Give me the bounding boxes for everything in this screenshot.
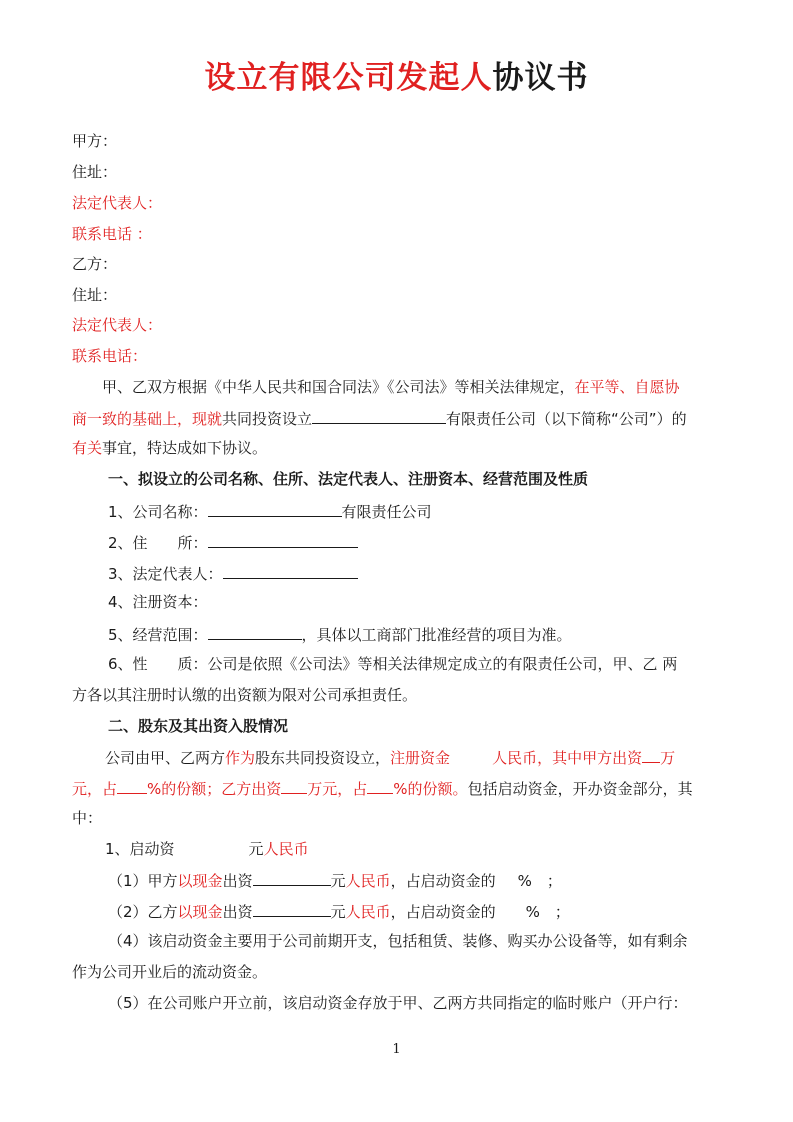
- a1-yuan: 元: [330, 872, 346, 890]
- cap-p2-b: %的份额；乙方出资: [147, 780, 282, 798]
- cap-p1-a: 公司由甲、乙两方: [105, 749, 226, 767]
- intro-line-2: [72, 407, 687, 429]
- intro-l2-a: 商一致的基础上，现就: [72, 410, 223, 428]
- nature-line-1: 6、性 质：公司是依照《公司法》等相关法律规定成立的有限责任公司，甲、乙 两: [108, 655, 678, 673]
- address-field[interactable]: [208, 531, 358, 548]
- party-a-share-blank[interactable]: [117, 777, 147, 794]
- usage-line-1: （4）该启动资金主要用于公司前期开支，包括租赁、装修、购买办公设备等，如有剩余: [108, 932, 688, 950]
- scope-row: [108, 623, 572, 645]
- party-b-share-blank[interactable]: [367, 777, 393, 794]
- party-a-label: 甲方：: [72, 132, 118, 150]
- party-a-contribution-row: [108, 869, 562, 891]
- start-fund-label: 1、启动资: [105, 840, 175, 858]
- usage-line-2: 作为公司开业后的流动资金。: [72, 963, 268, 981]
- a1-rmb: 人民币: [345, 872, 391, 890]
- cap-p2-c: 万元，占: [307, 780, 368, 798]
- party-a-rep: 法定代表人：: [72, 194, 163, 212]
- cap-p2-a: 元，占: [72, 780, 118, 798]
- b2-cash: 以现金: [177, 903, 223, 921]
- cap-p1-c: 股东共同投资设立，: [255, 749, 391, 767]
- rep-label: 3、法定代表人：: [108, 565, 223, 583]
- scope-suffix: ，具体以工商部门批准经营的项目为准。: [301, 626, 572, 644]
- capital-para-line-2: [72, 777, 693, 799]
- company-name-field[interactable]: [208, 500, 342, 517]
- title-black-part: 协议书: [492, 60, 589, 96]
- company-name-blank[interactable]: [312, 407, 446, 424]
- cap-p1-b: 作为: [225, 749, 256, 767]
- intro-line-3: [72, 438, 267, 458]
- a1-prefix: （1）甲方: [108, 872, 178, 890]
- b2-pct: % ；: [525, 903, 570, 921]
- b2-mid: 出资: [222, 903, 253, 921]
- capital-row: [108, 592, 208, 612]
- b2-yuan: 元: [330, 903, 346, 921]
- intro-l3-a: 有关: [72, 439, 103, 457]
- company-name-suffix: 有限责任公司: [341, 503, 432, 521]
- nature-line-2: 方各以其注册时认缴的出资额为限对公司承担责任。: [72, 686, 418, 704]
- a1-tail: ，占启动资金的: [390, 872, 496, 890]
- party-a-address: 住址：: [72, 163, 118, 181]
- rep-field[interactable]: [223, 562, 358, 579]
- intro-l1-a: 甲、乙双方根据《中华人民共和国合同法》《公司法》等相关法律规定，: [102, 378, 575, 396]
- intro-l3-b: 事宜，特达成如下协议。: [102, 439, 268, 457]
- party-b-phone: 联系电话：: [72, 347, 148, 365]
- account-line-1: （5）在公司账户开立前，该启动资金存放于甲、乙两方共同指定的临时账户（开户行：: [108, 994, 688, 1012]
- start-fund-row: [105, 839, 309, 859]
- address-row: [108, 531, 358, 553]
- party-b-capital-blank[interactable]: [281, 777, 307, 794]
- party-b-address: 住址：: [72, 286, 118, 304]
- cap-p2-e: 包括启动资金，开办资金部分，其: [467, 780, 693, 798]
- party-b-rep: 法定代表人：: [72, 316, 163, 334]
- cap-p1-f: 万: [660, 749, 676, 767]
- b2-prefix: （2）乙方: [108, 903, 178, 921]
- a1-cash: 以现金: [177, 872, 223, 890]
- intro-l2-b: 共同投资设立: [222, 410, 313, 428]
- capital-para-line-3: 中：: [72, 809, 103, 827]
- cap-p2-d: %的份额。: [393, 780, 468, 798]
- page-number: 1: [392, 1042, 401, 1057]
- b2-rmb: 人民币: [345, 903, 391, 921]
- section-2-heading: 二、股东及其出资入股情况: [108, 717, 289, 735]
- a1-amount-field[interactable]: [253, 869, 331, 886]
- b2-tail: ，占启动资金的: [390, 903, 496, 921]
- section-1-heading: 一、拟设立的公司名称、住所、法定代表人、注册资本、经营范围及性质: [108, 470, 589, 488]
- a1-mid: 出资: [222, 872, 253, 890]
- party-a-capital-blank[interactable]: [642, 746, 660, 763]
- party-b-label: 乙方：: [72, 255, 118, 273]
- a1-pct: % ；: [517, 872, 562, 890]
- intro-l2-c: 有限责任公司（以下简称“公司”）的: [446, 410, 687, 428]
- start-fund-yuan: 元: [248, 840, 264, 858]
- cap-p1-d: 注册资金: [390, 749, 451, 767]
- capital-para-line-1: [105, 746, 675, 768]
- address-label: 2、住 所：: [108, 534, 208, 552]
- company-name-row: [108, 500, 432, 522]
- cap-p1-e: 人民币，其中甲方出资: [492, 749, 643, 767]
- rep-row: [108, 562, 358, 584]
- intro-line-1: [102, 377, 680, 397]
- start-fund-rmb: 人民币: [263, 840, 309, 858]
- title-red-part: 设立有限公司发起人: [204, 60, 493, 96]
- party-b-contribution-row: [108, 900, 570, 922]
- b2-amount-field[interactable]: [253, 900, 331, 917]
- intro-l1-b: 在平等、自愿协: [574, 378, 680, 396]
- capital-label: 4、注册资本：: [108, 593, 208, 611]
- company-name-label: 1、公司名称：: [108, 503, 208, 521]
- party-a-phone: 联系电话 ：: [72, 225, 152, 243]
- scope-field[interactable]: [208, 623, 302, 640]
- page-title: [0, 52, 793, 97]
- scope-label: 5、经营范围：: [108, 626, 208, 644]
